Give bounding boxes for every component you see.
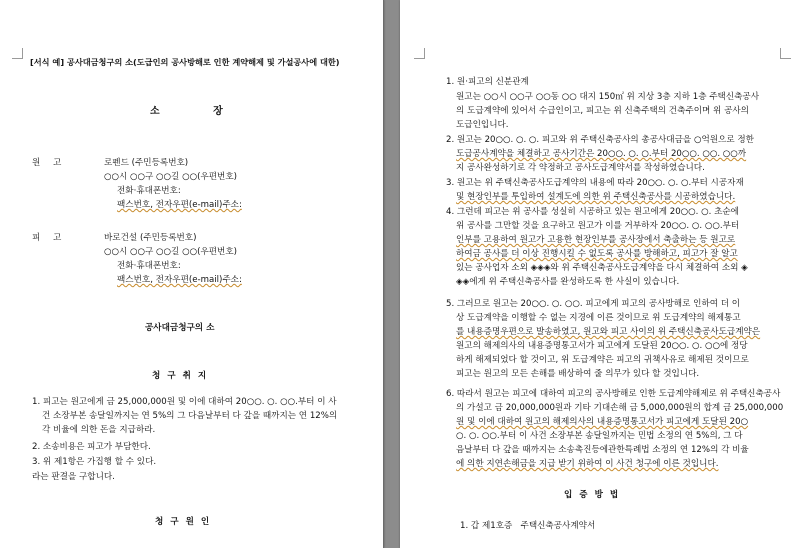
- paragraph-line: 및 현장인부를 투입하여 설계도에 의한 위 주택신축공사를 시공하였습니다.: [456, 192, 736, 202]
- plaintiff-address: ○○시 ○○구 ○○길 ○○(우편번호): [104, 172, 238, 182]
- paragraph-line: 있는 공사업자 소외 ◈◈◈와 위 주택신축공사도급계약을 다시 체결하여 소외 ◈: [456, 263, 748, 273]
- margin-corner-mark: [414, 48, 425, 59]
- paragraph-line: ○. ○. ○○.부터 이 사건 소장부본 송달일까지는 민법 소정의 연 5%의, 그 다: [456, 431, 743, 441]
- paragraph-line: 4. 그런데 피고는 위 공사를 성실히 시공하고 있는 원고에게 20○○. ○. 초순에: [446, 207, 739, 217]
- paragraph-line: 3. 원고는 위 주택신축공사도급계약의 내용에 따라 20○○. ○. ○.부터 시공자재: [446, 178, 744, 188]
- paragraph-line: 원 및 이에 대하여 원고의 해제의사의 내용증명통고서가 피고에게 도달된 20○: [456, 417, 749, 427]
- paragraph-line: 5. 그러므로 원고는 20○○. ○. ○○. 피고에게 피고의 공사방해로 인하여 더 이: [446, 299, 741, 309]
- claim-line: 라는 판결을 구합니다.: [32, 472, 115, 482]
- claim-line: 1. 피고는 원고에게 금 25,000,000원 및 이에 대하여 20○○. ○. ○○.부터 이 사: [32, 397, 337, 407]
- claim-line: 건 소장부본 송달일까지는 연 5%의 그 다음날부터 다 갚을 때까지는 연 12%의: [42, 411, 338, 421]
- paragraph-line: 를 내용증명우편으로 발송하였고, 원고와 피고 사이의 위 주택신축공사도급계약은: [456, 327, 761, 337]
- paragraph-line: 의 가설고 금 20,000,000원과 기타 기대손해 금 5,000,000원의 합계 금 25,000,000: [456, 403, 784, 413]
- paragraph-line: ◈◈에게 위 주택신축공사를 완성하도록 한 사실이 있습니다.: [456, 277, 680, 287]
- case-name: 공사대금청구의 소: [145, 323, 215, 333]
- paragraph-line: 도급인입니다.: [456, 120, 509, 130]
- document-page-right: [400, 0, 800, 548]
- paragraph-line: 원고는 ○○시 ○○구 ○○동 ○○ 대지 150㎡ 위 지상 3층 지하 1층 주택신축공사: [456, 92, 760, 102]
- paragraph-line: 지 공사완성하기로 각 약정하고 공사도급계약서를 작성하였습니다.: [456, 163, 705, 173]
- claim-line: 3. 위 제1항은 가집행 할 수 있다.: [32, 457, 157, 467]
- defendant-phone: 전화·휴대폰번호:: [117, 261, 181, 271]
- document-page-left: [0, 0, 384, 548]
- paragraph-line: 음날부터 다 갚을 때까지는 소송촉진등에관한특례법 소정의 연 12%의 각 비율: [456, 445, 749, 455]
- plaintiff-role: 원 고: [32, 158, 62, 168]
- plaintiff-fax-email: 팩스번호, 전자우편(e-mail)주소:: [117, 200, 242, 210]
- paragraph-line: 상 도급계약을 이행할 수 없는 지경에 이른 것이므로 위 도급계약의 해제통고: [456, 313, 741, 323]
- paragraph-line: 하게 해제되었다 할 것이고, 위 도급계약은 피고의 귀책사유로 해제된 것이므로: [456, 355, 749, 365]
- claim-line: 각 비율에 의한 돈을 지급하라.: [42, 425, 156, 435]
- margin-corner-mark: [12, 48, 23, 59]
- plaintiff-phone: 전화·휴대폰번호:: [117, 186, 181, 196]
- defendant-address: ○○시 ○○구 ○○길 ○○(우편번호): [104, 247, 238, 257]
- paragraph-line: 원고의 해제의사의 내용증명통고서가 피고에게 도달된 20○○. ○. ○○에 정당: [456, 341, 748, 351]
- claim-line: 2. 소송비용은 피고가 부담한다.: [32, 442, 151, 452]
- plaintiff-name: 로펜드 (주민등록번호): [104, 158, 189, 168]
- defendant-name: 바로건설 (주민등록번호): [104, 233, 197, 243]
- evidence-item: 1. 갑 제1호증 주택신축공사계약서: [460, 521, 596, 531]
- defendant-role: 피 고: [32, 233, 62, 243]
- paragraph-line: 인부를 고용하여 원고가 고용한 현장인부를 공사장에서 축출하는 등 원고로: [456, 235, 736, 245]
- paragraph-line: 에 의한 지연손해금을 지급 받기 위하여 이 사건 청구에 이른 것입니다.: [456, 459, 719, 469]
- paragraph-line: 의 도급계약에 있어서 수급인이고, 피고는 위 신축주택의 건축주이며 위 공사의: [456, 106, 749, 116]
- margin-corner-mark: [780, 48, 791, 59]
- paragraph-line: 도급공사계약을 체결하고 공사기간은 20○○. ○. ○.부터 20○○. ○○. ○○까: [456, 149, 747, 159]
- paragraph-line: 위 공사를 그만할 것을 요구하고 원고가 이를 거부하자 20○○. ○. ○○.부터: [456, 221, 740, 231]
- claim-heading: 청 구 취 지: [152, 371, 207, 381]
- paragraph-line: 피고는 원고의 모든 손해를 배상하여 줄 의무가 있다 할 것입니다.: [456, 369, 700, 379]
- page-edge: [383, 0, 384, 548]
- paragraph-line: 2. 원고는 20○○. ○. ○. 피고와 위 주택신축공사의 총공사대금을 ○억원으로 정한: [446, 135, 754, 145]
- paragraph-line: 6. 따라서 원고는 피고에 대하여 피고의 공사방해로 인한 도급계약해제로 위 주택신축공사: [446, 389, 781, 399]
- evidence-heading: 입 증 방 법: [564, 490, 619, 500]
- document-title: 소 장: [150, 106, 223, 117]
- form-title: [서식 예] 공사대금청구의 소(도급인의 공사방해로 인한 계약해제 및 가설공사에 대한): [30, 57, 340, 67]
- defendant-fax-email: 팩스번호, 전자우편(e-mail)주소:: [117, 275, 242, 285]
- paragraph-line: 하여금 공사를 더 이상 진행시킬 수 없도록 공사를 방해하고, 피고가 잘 알고: [456, 249, 738, 259]
- cause-heading: 청 구 원 인: [155, 517, 210, 527]
- paragraph-line: 1. 원·피고의 신분관계: [446, 77, 529, 87]
